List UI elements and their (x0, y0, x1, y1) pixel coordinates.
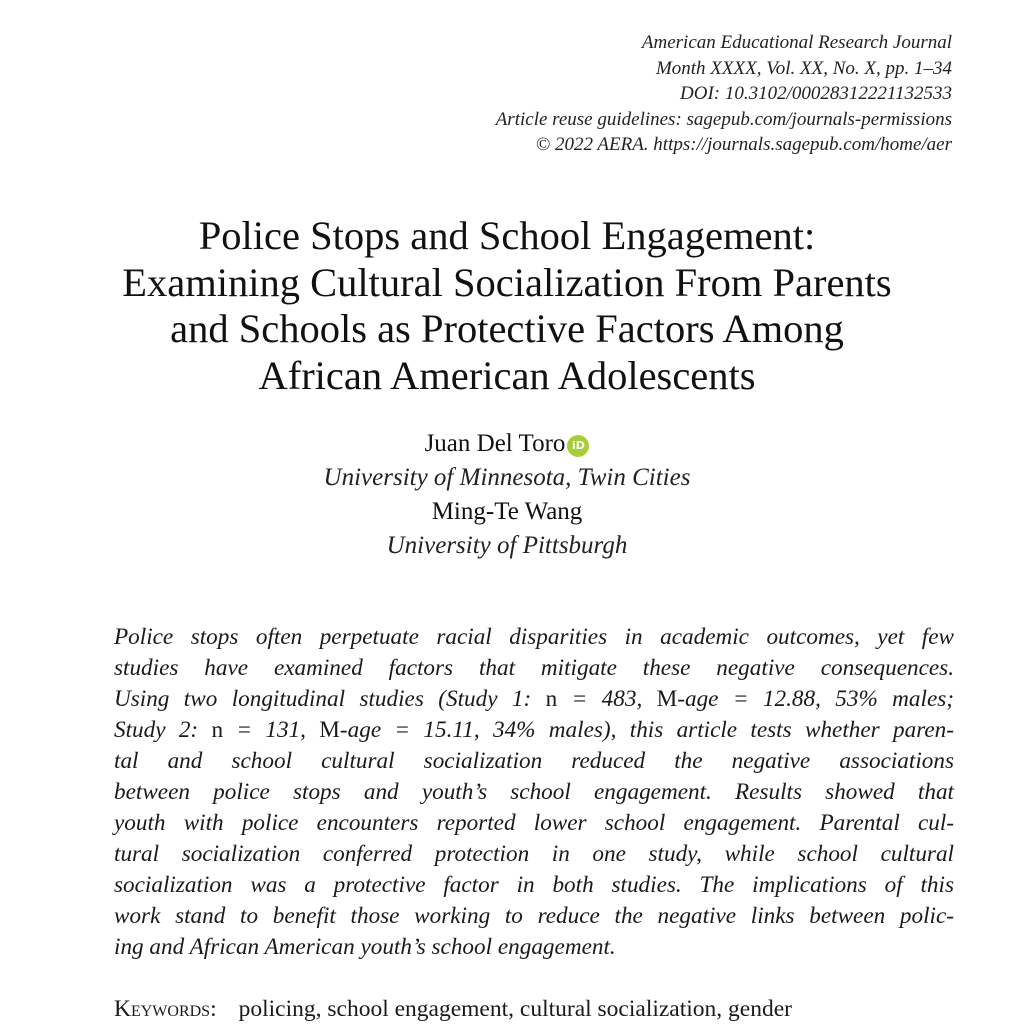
abstract-text: Using two longitudinal studies (Study 1: (114, 686, 546, 712)
paper-title (60, 213, 954, 399)
abstract-line: studies have examined factors that mitigate these negative consequences. (114, 655, 954, 681)
abstract-line: work stand to benefit those working to reduce the negative links between polic- (114, 903, 954, 929)
author-name-text: Juan Del Toro (424, 430, 566, 457)
copyright: © 2022 AERA. https://journals.sagepub.com/home/aer (535, 134, 952, 155)
abstract-line: tural socialization conferred protection in one study, while school cultural (114, 841, 954, 867)
journal-header (496, 30, 952, 158)
stat-symbol-m: M (656, 686, 678, 712)
keywords-text: policing, school engagement, cultural socialization, gender (238, 996, 792, 1022)
abstract-text: = 131, (223, 717, 320, 743)
abstract-line: youth with police encounters reported lower school engagement. Parental cul- (114, 810, 954, 836)
abstract-line: tal and school cultural socialization reduced the negative associations (114, 748, 954, 774)
abstract-text: -age = 15.11, 34% males), this article tests whether paren- (339, 717, 954, 743)
abstract (114, 622, 954, 963)
stat-symbol-n: n (545, 686, 558, 712)
abstract-line: Police stops often perpetuate racial disparities in academic outcomes, yet few (114, 624, 954, 650)
abstract-line: socialization was a protective factor in both studies. The implications of this (114, 872, 954, 898)
abstract-text: = 483, (557, 686, 657, 712)
author-affiliation: University of Pittsburgh (386, 532, 628, 559)
title-line: Examining Cultural Socialization From Parents (122, 259, 892, 305)
keywords-label: Keywords: (114, 996, 217, 1022)
abstract-line (114, 684, 954, 715)
orcid-icon[interactable]: iD (567, 435, 589, 457)
author-name (60, 427, 954, 461)
title-line: African American Adolescents (258, 352, 756, 398)
abstract-text: Study 2: (114, 717, 212, 743)
issue-info: Month XXXX, Vol. XX, No. X, pp. 1–34 (655, 57, 952, 79)
abstract-line (114, 715, 954, 746)
author-block (60, 427, 954, 563)
reuse-guidelines: Article reuse guidelines: sagepub.com/journals-permissions (495, 108, 952, 130)
doi: DOI: 10.3102/00028312221132533 (680, 83, 952, 104)
abstract-text: -age = 12.88, 53% males; (677, 686, 954, 712)
title-line: and Schools as Protective Factors Among (170, 306, 844, 351)
author-affiliation: University of Minnesota, Twin Cities (323, 464, 691, 491)
stat-symbol-n: n (211, 717, 224, 743)
abstract-line: ing and African American youth’s school engagement. (114, 934, 616, 960)
stat-symbol-m: M (319, 717, 340, 743)
abstract-line: between police stops and youth’s school engagement. Results showed that (114, 779, 954, 805)
journal-name: American Educational Research Journal (641, 32, 952, 53)
author-name: Ming-Te Wang (431, 498, 583, 525)
keywords-row (114, 992, 974, 1026)
title-line: Police Stops and School Engagement: (198, 213, 816, 258)
